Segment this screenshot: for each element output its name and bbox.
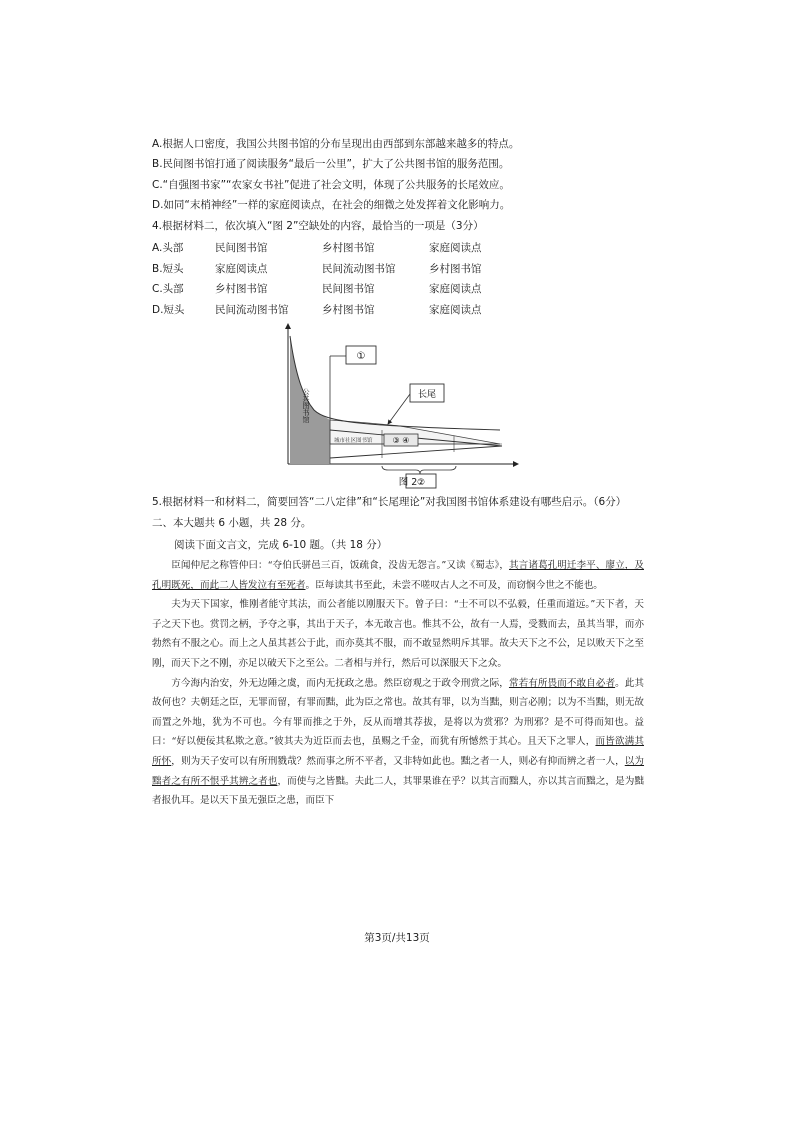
public-library-label: 公共图书馆	[302, 388, 310, 423]
passage-paragraph-2: 夫为天下国家，惟刚者能守其法，而公者能以刚服天下。曾子曰：“士不可以不弘毅，任重而道远。”天下者，天子之天下也。赏罚之柄，予夺之事，其出于天子，本无敢言也。惟其不公，故有一人焉，受戮而去，虽其当罪，而亦勃然有不服之心。而上之人虽其甚公于此，而亦莫其不服，而不敢显然明斥其罪。故夫天下之不公，足以败天下之至刚，而天下之不刚，亦足以破天下之至公。二者相与并行，然后可以深服天下之众。	[152, 599, 644, 669]
community-library-label: 城市社区图书馆	[334, 438, 373, 444]
blank-box-1-label: ①	[356, 351, 366, 362]
q4-choice-cell: 乡村图书馆	[215, 283, 268, 295]
option-c-text: C.“自强图书家”“农家女书社”促进了社会文明，体现了公共服务的长尾效应。	[152, 179, 510, 191]
q4-choice-cell: 家庭阅读点	[429, 242, 482, 254]
passage-paragraph-3: 方今海内治安，外无边陲之虞，而内无抚政之患。然臣窃观之于政令刑赏之际，常若有所畏而不敢自必者。此其故何也？夫朝廷之臣，无罪而留，有罪而黜，此为臣之常也。故其有罪，以为当黜，则言必刚；以为不当黜，则无故而置之外地，犹为不可也。今有罪而推之于外，反从而增其荐拔，是将以为赏邪？为刑邪？是不可得而知也。益曰：“好以便佞其私欺之意。”彼其夫为近臣而去也，虽赐之千金，而犹有所憾然于其心。且天下之罪人，而皆欲满其所怀，则为天子安可以有所刑戮哉？然而事之所不平者，又非特如此也。黜之者一人，则必有抑而辨之者一人，以为黜者之有所不恨乎其辨之者也，而使与之皆黜。夫此二人，其罪果谁在乎？以其言而黜人，亦以其言而黜之，是为黜者报仇耳。是以天下虽无强臣之患，而臣下	[152, 677, 645, 807]
q4-choice-cell: 乡村图书馆	[429, 263, 482, 275]
q4-choice-cell: 家庭阅读点	[215, 263, 268, 275]
option-b-text: B.民间图书馆打通了阅读服务“最后一公里”，扩大了公共图书馆的服务范围。	[152, 158, 510, 170]
option-a-text: A.根据人口密度，我国公共图书馆的分布呈现出由西部到东部越来越多的特点。	[152, 138, 520, 150]
question-5: 5.根据材料一和材料二，简要回答“二八定律”和“长尾理论”对我国图书馆体系建设有哪些启示。（6分）	[152, 496, 627, 508]
q4-choice-cell: D.短头	[152, 304, 185, 316]
q4-choice-cell: 乡村图书馆	[322, 242, 375, 254]
q4-choice-cell: 民间图书馆	[215, 242, 268, 254]
q4-choice-cell: A.头部	[152, 242, 184, 254]
section-2-intro: 阅读下面文言文，完成 6-10 题。（共 18 分）	[174, 539, 388, 551]
q4-choice-cell: 家庭阅读点	[429, 283, 482, 295]
page-footer: 第3页/共13页	[364, 932, 430, 944]
head-area	[290, 338, 330, 464]
q4-choice-cell: 民间流动图书馆	[215, 304, 289, 316]
question-4-stem: 4.根据材料二，依次填入“图 2”空缺处的内容，最恰当的一项是（3分）	[152, 220, 484, 232]
underlined-sentence-3: 而皆欲满其所怀	[152, 736, 644, 767]
blank-box-3-4-label: ③ ④	[392, 436, 410, 445]
underlined-sentence-4: 以为黜者之有所不恨乎其辨之者也	[152, 755, 645, 787]
q4-choice-cell: B.短头	[152, 263, 184, 275]
q4-choice-cell: C.头部	[152, 283, 184, 295]
figure-caption: 图 2	[398, 477, 418, 488]
classical-passage	[152, 556, 644, 811]
long-tail-figure	[270, 318, 530, 494]
underlined-sentence-2: 常若有所畏而不敢自必者	[508, 677, 616, 689]
blank-box-2-label: ②	[416, 478, 426, 488]
section-2-heading: 二、本大题共 6 小题，共 28 分。	[152, 517, 312, 529]
q4-choice-cell: 民间流动图书馆	[322, 263, 396, 275]
q4-choice-cell: 乡村图书馆	[322, 304, 375, 316]
q4-choice-cell: 民间图书馆	[322, 283, 375, 295]
passage-paragraph-1: 臣闻仲尼之称管仲曰：“夺伯氏骈邑三百，饭疏食，没齿无怨言。”又读《蜀志》，其言诸葛孔明迁李平、廖立，及孔明既死，而此二人皆发泣有至死者。臣每读其书至此，未尝不嗟叹古人之不可及，而窃悯今世之不能也。	[152, 560, 644, 591]
long-tail-diagram	[270, 318, 530, 490]
tail-label: 长尾	[417, 390, 437, 400]
q4-choice-cell: 家庭阅读点	[429, 304, 482, 316]
option-d-text: D.如同“末梢神经”一样的家庭阅读点，在社会的细微之处发挥着文化影响力。	[152, 199, 511, 211]
underlined-sentence-1: 其言诸葛孔明迁李平、廖立，及孔明既死，而此二人皆发泣有至死者	[152, 560, 644, 591]
